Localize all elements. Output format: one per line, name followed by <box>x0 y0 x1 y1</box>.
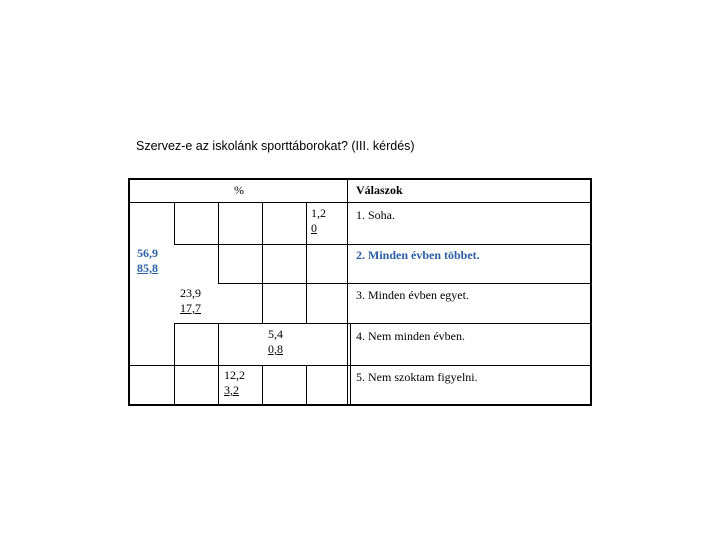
answer-label: 1. Soha. <box>356 208 395 222</box>
col-divider <box>174 202 175 244</box>
row-divider <box>130 202 590 203</box>
answer-label: 4. Nem minden évben. <box>356 329 465 343</box>
answer-label: 3. Minden évben egyet. <box>356 288 469 302</box>
col-divider <box>218 323 219 404</box>
value-cell: 12,2 3,2 <box>224 368 245 397</box>
col-divider <box>218 202 219 284</box>
answers-divider <box>347 180 348 404</box>
row-divider <box>174 323 590 324</box>
value-cell: 5,4 0,8 <box>268 327 283 356</box>
col-divider <box>262 202 263 324</box>
col-divider <box>306 202 307 323</box>
value-cell: 23,9 17,7 <box>180 286 201 315</box>
col-divider <box>174 323 175 404</box>
row-divider <box>130 365 590 366</box>
answer-label: 2. Minden évben többet. <box>356 248 480 262</box>
col-divider <box>262 365 263 404</box>
page-title: Szervez-e az iskolánk sporttáborokat? (III. kérdés) <box>136 139 415 153</box>
row-divider <box>218 283 590 284</box>
header-answers: Válaszok <box>356 183 403 197</box>
value-cell: 1,2 0 <box>311 206 326 235</box>
answer-label: 5. Nem szoktam figyelni. <box>356 370 478 384</box>
header-percent: % <box>234 183 244 197</box>
row-divider <box>174 244 590 245</box>
col-divider <box>306 365 307 404</box>
col-divider <box>350 323 351 404</box>
survey-table <box>128 178 592 406</box>
value-cell: 56,9 85,8 <box>137 246 158 275</box>
